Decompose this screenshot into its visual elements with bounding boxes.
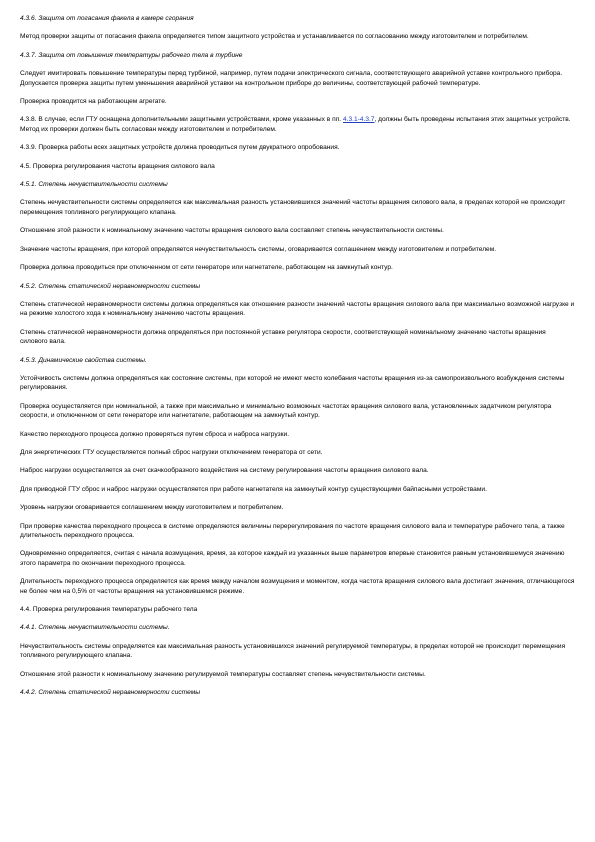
section-heading: 4.5.3. Динамические свойства системы.: [20, 356, 147, 364]
paragraph-text: 4.3.8. В случае, если ГТУ оснащена дополнительными защитными устройствами, кроме указанных в пп.: [20, 116, 343, 124]
paragraph: 4.3.9. Проверка работы всех защитных устройств должна проводиться путем двукратного опробования.: [20, 144, 340, 152]
section-heading: 4.3.7. Защита от повышения температуры рабочего тела в турбине: [20, 51, 243, 59]
paragraph: Наброс нагрузки осуществляется за счет скачкообразного воздействия на систему регулирования частоты вращения силового вала.: [20, 467, 429, 475]
clause-reference-link[interactable]: 4.3.1-4.3.7: [342, 116, 375, 124]
paragraph: Уровень нагрузки оговаривается соглашением между изготовителем и потребителем.: [20, 504, 284, 512]
paragraph: При проверке качества переходного процесса в системе определяются величины перерегулирования по частоте вращения силового вала и температуре рабочего тела, а также длительность переходного процесса.: [20, 522, 565, 539]
section-heading: 4.3.6. Защита от погасания факела в камере сгорания: [20, 15, 194, 22]
paragraph: Следует имитировать повышение температуры перед турбиной, например, путем подачи электрического сигнала, соответствующего аварийной уставке контрольного прибора. Допускается проверка защиты путем уменьшения аварийной уставки на контрольном приборе до величины, соответствующей рабочей температуре.: [20, 70, 563, 87]
paragraph: Качество переходного процесса должно проверяться путем сброса и наброса нагрузки.: [20, 430, 290, 438]
paragraph: Для приводной ГТУ сброс и наброс нагрузки осуществляется при работе нагнетателя на замкнутый контур существующими байпасными устройствами.: [20, 485, 487, 493]
section-heading: 4.4.2. Степень статической неравномерности системы: [20, 689, 201, 697]
section-heading: 4.5.1. Степень нечувствительности системы: [20, 181, 168, 189]
paragraph: Устойчивость системы должна определяться как состояние системы, при которой не имеют место колебания частоты вращения из-за самопроизвольного возбуждения системы регулирования.: [20, 374, 565, 392]
section-heading: 4.5.2. Степень статической неравномерности системы: [20, 282, 201, 290]
paragraph: Степень статической неравномерности системы должна определяться как отношение разности значений частоты вращения силового вала при максимально возможной нагрузке и на режиме холостого хода к номинальному значению частоты вращения.: [20, 300, 575, 318]
paragraph: [20, 115, 575, 134]
paragraph: Значение частоты вращения, при которой определяется нечувствительность системы, оговаривается соглашением между изготовителем и потребителем.: [20, 245, 497, 253]
paragraph: 4.4. Проверка регулирования температуры рабочего тела: [20, 606, 198, 614]
paragraph: 4.5. Проверка регулирования частоты вращения силового вала: [20, 162, 215, 170]
paragraph: Для энергетических ГТУ осуществляется полный сброс нагрузки отключением генератора от сети.: [20, 448, 323, 456]
paragraph: Одновременно определяется, считая с начала возмущения, время, за которое каждый из указанных выше параметров впервые становится равным установившемуся значению этого параметра по окончании переходного процесса.: [20, 550, 565, 567]
paragraph: Метод проверки защиты от погасания факела определяется типом защитного устройства и устанавливается по согласованию между изготовителем и потребителем.: [20, 33, 529, 41]
paragraph: Степень нечувствительности системы определяется как максимальная разность установившихся значений частоты вращения силового вала, в пределах которой не происходит перемещения топливного регулирующего клапана.: [20, 199, 566, 216]
paragraph: Проверка осуществляется при номинальной, а также при максимально и минимально возможных частотах вращения силового вала, установленных задатчиком регулятора скорости, и отключенном от сети генераторе или нагнетателе, работающем на замкнутый контур.: [20, 402, 552, 420]
paragraph: Степень статической неравномерности должна определяться при постоянной уставке регулятора скорости, соответствующей номинальному значению частоты вращения силового вала.: [20, 328, 546, 346]
paragraph: Отношение этой разности к номинальному значению регулируемой температуры составляет степень нечувствительности системы.: [20, 670, 426, 678]
paragraph: Проверка проводится на работающем агрегате.: [20, 98, 167, 106]
paragraph-text: , должны быть проведены испытания этих защитных устройств. Метод их проверки должен быть согласован между изготовителем и потребителем.: [20, 116, 571, 133]
section-heading: 4.4.1. Степень нечувствительности системы.: [20, 624, 170, 632]
paragraph: Проверка должна проводиться при отключенном от сети генераторе или нагнетателе, работающем на замкнутый контур.: [20, 264, 393, 272]
paragraph: Отношение этой разности к номинальному значению частоты вращения силового вала составляет степень нечувствительности системы.: [20, 227, 444, 235]
paragraph: Длительность переходного процесса определяется как время между началом возмущения и моментом, когда частота вращения силового вала достигает значения, отличающегося не более чем на 0,5% от частоты вращения на установившемся режиме.: [20, 578, 575, 595]
paragraph: Нечувствительность системы определяется как максимальная разность установившихся значений регулируемой температуры, в пределах которой не происходит перемещения топливного регулирующего клапана.: [20, 642, 566, 660]
